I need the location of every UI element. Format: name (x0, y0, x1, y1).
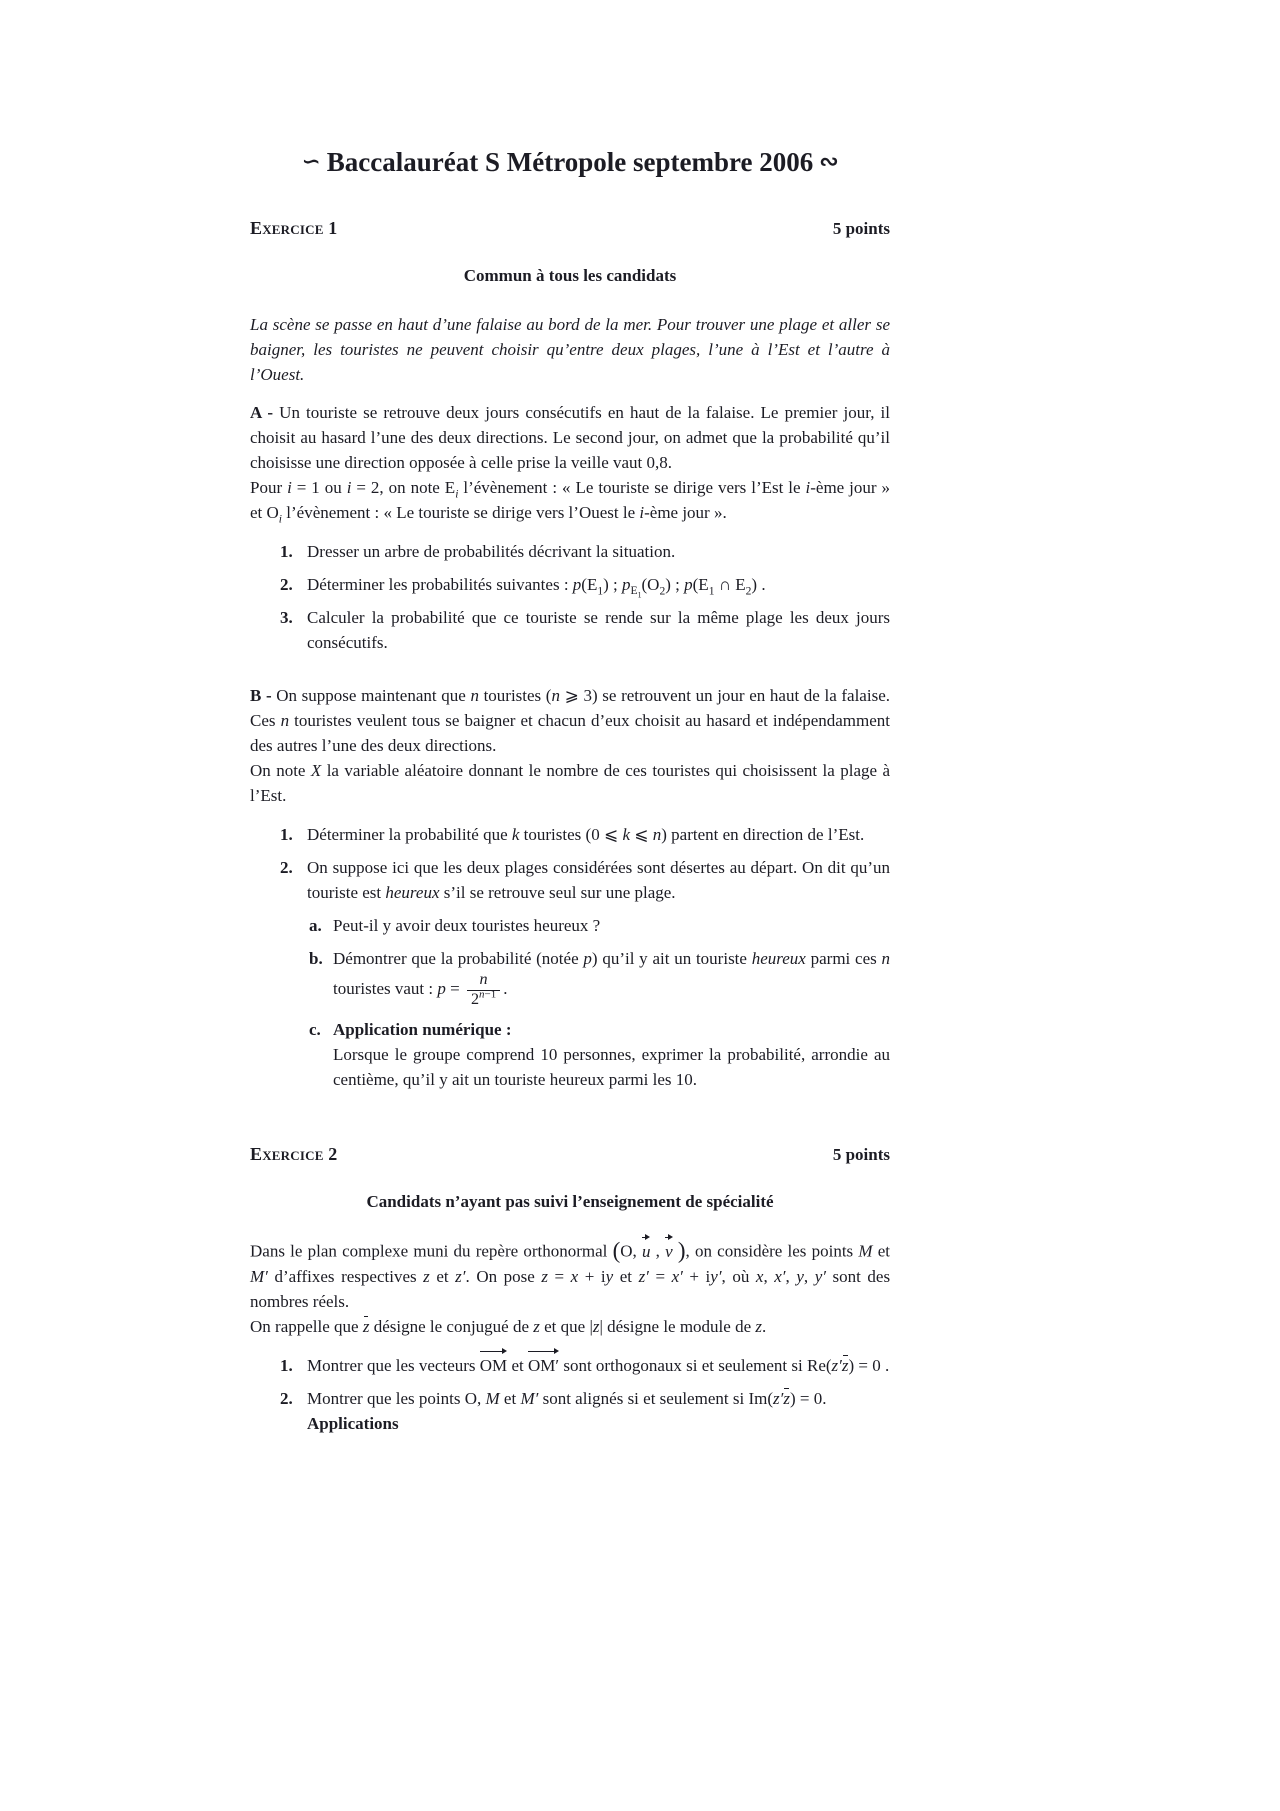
exercise2-intro-paragraph-2: On rappelle que z désigne le conjugué de z et que |z| désigne le module de z. (250, 1314, 890, 1339)
exercise2-header (250, 1142, 890, 1167)
list-item (280, 572, 890, 600)
exercise2-points: 5 points (832, 1145, 890, 1165)
ornament-right-icon: ∾ (819, 149, 839, 174)
item-text: Dresser un arbre de probabilités décrivant la situation. (307, 542, 676, 561)
part-b-question-list (280, 822, 890, 1100)
item-text: On suppose ici que les deux plages considérées sont désertes au départ. On dit qu’un touriste est heureux s’il se retrouve seul sur une plage. (307, 858, 890, 902)
item-text: Montrer que les vecteurs OM et OM′ sont orthogonaux si et seulement si Re(z′z) = 0 . (307, 1353, 890, 1378)
list-subitem (309, 1017, 890, 1092)
item-content (307, 855, 890, 1100)
item-marker: 2. (280, 858, 293, 877)
item-marker: 1. (280, 825, 293, 844)
exercise1-points: 5 points (832, 219, 890, 238)
exercise2-label: Exercice 2 (250, 1144, 338, 1165)
part-b-paragraph-2: On note X la variable aléatoire donnant le nombre de ces touristes qui choisissent la plage à l’Est. (250, 761, 890, 805)
list-item (280, 822, 890, 847)
list-item (280, 1353, 890, 1378)
exam-document-page (250, 0, 890, 1436)
item-text: Montrer que les points O, M et M′ sont alignés si et seulement si Im(z′z) = 0. Applications (307, 1386, 890, 1436)
page-title (250, 146, 890, 180)
exercise1-label: Exercice 1 (250, 218, 338, 238)
list-item (280, 855, 890, 1100)
subitem-marker: a. (309, 916, 322, 935)
exercise1-header (250, 216, 890, 241)
subitem-text: Peut-il y avoir deux touristes heureux ? (333, 916, 601, 935)
item-marker: 1. (280, 1355, 293, 1375)
item-text: Calculer la probabilité que ce touriste se rende sur la même plage les deux jours consécutifs. (307, 608, 890, 652)
subitem-text: Application numérique : Lorsque le groupe comprend 10 personnes, exprimer la probabilité, arrondie au centième, qu’il y ait un touriste heureux parmi les 10. (333, 1020, 890, 1090)
page-title-text: Baccalauréat S Métropole septembre 2006 (326, 147, 814, 177)
part-a-question-list (280, 539, 890, 655)
list-subitem (309, 913, 890, 938)
exercise1-intro-paragraph: La scène se passe en haut d’une falaise au bord de la mer. Pour trouver une plage et aller se baigner, les touristes ne peuvent choisir qu’entre deux plages, l’une à l’Est et l’autre à l’Ouest. (250, 315, 890, 384)
exercise2-question-list (280, 1353, 890, 1436)
item-marker: 2. (280, 575, 293, 594)
sub-question-list (309, 913, 890, 1092)
list-subitem (309, 946, 890, 1009)
exercise2-intro-paragraph-1: Dans le plan complexe muni du repère orthonormal (O, u , v ), on considère les points M et M′ d’affixes respectives z et z′. On pose z = x + iy et z′ = x′ + iy′, où x, x′, y, y′ sont des nombres réels. (250, 1238, 891, 1311)
list-item (280, 539, 890, 564)
exercise1-subtitle: Commun à tous les candidats (463, 266, 677, 285)
exercise2-subtitle: Candidats n’ayant pas suivi l’enseignement de spécialité (366, 1192, 774, 1212)
part-b-paragraph-1: B - On suppose maintenant que n touristes (n ⩾ 3) se retrouvent un jour en haut de la falaise. Ces n touristes veulent tous se baigner et chacun d’eux choisit au hasard et indépendamment des autres l’une des deux directions. (250, 686, 891, 755)
ornament-left-icon: ∽ (301, 149, 321, 174)
item-text: Déterminer la probabilité que k touristes (0 ⩽ k ⩽ n) partent en direction de l’Est. (307, 825, 865, 844)
part-a-paragraph-1: A - Un touriste se retrouve deux jours consécutifs en haut de la falaise. Le premier jour, il choisit au hasard l’une des deux directions. Le second jour, on admet que la probabilité qu’il choisisse une direction opposée à celle prise la veille vaut 0,8. (250, 403, 891, 472)
list-item (280, 1386, 890, 1436)
subitem-marker: c. (309, 1020, 321, 1040)
item-marker: 3. (280, 608, 293, 627)
subitem-text: Démontrer que la probabilité (notée p) qu’il y ait un touriste heureux parmi ces n touristes vaut : p = $\frac{n}{2^{n-1}}$ . (333, 949, 890, 1008)
item-marker: 1. (280, 542, 293, 561)
item-marker: 2. (280, 1388, 293, 1408)
item-text: Déterminer les probabilités suivantes : $p(E_1)$ ; $p_{E_1}(O_2)$ ; $p(E_1$ ∩ $E_2$) . (307, 575, 766, 600)
part-a-paragraph-2: Pour i = 1 ou i = 2, on note $E_i$ l’évènement : « Le touriste se dirige vers l’Est le i-ème jour » et $O_i$ l’évènement : « Le touriste se dirige vers l’Ouest le i-ème jour ». (250, 478, 891, 526)
subitem-marker: b. (309, 949, 323, 968)
list-item (280, 605, 890, 655)
